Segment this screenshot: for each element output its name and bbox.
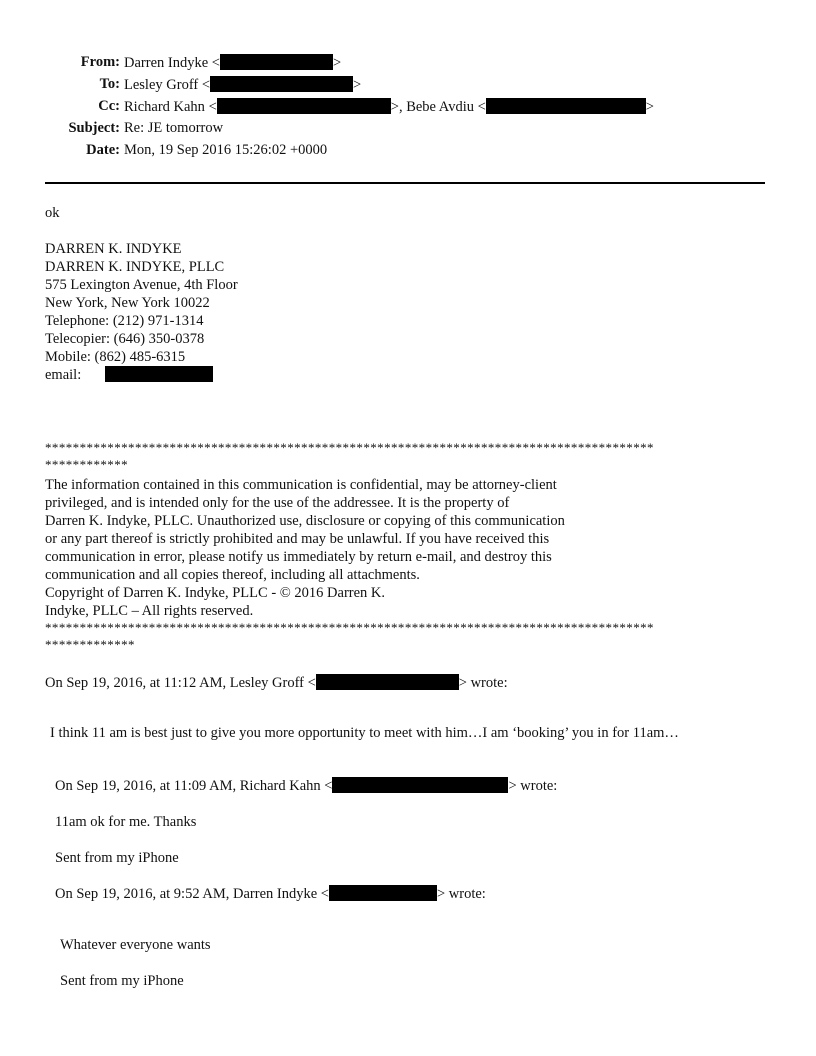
redacted-email	[210, 76, 353, 92]
quote-body-2: 11am ok for me. Thanks	[55, 814, 197, 830]
signature-line: 575 Lexington Avenue, 4th Floor	[45, 277, 238, 293]
cc-label: Cc:	[98, 98, 120, 114]
redacted-email	[105, 366, 213, 382]
quote-body-1: I think 11 am is best just to give you more opportunity to meet with him…I am ‘booking’ you in for 11am…	[50, 725, 679, 741]
redacted-email	[316, 674, 459, 690]
quote-header-1	[45, 674, 508, 692]
disclaimer-line: or any part thereof is strictly prohibited and may be unlawful. If you have received this	[45, 531, 550, 547]
subject-label: Subject:	[68, 120, 120, 136]
email-label: email:	[45, 367, 82, 383]
disclaimer-text	[45, 476, 565, 620]
quote-header-text: On Sep 19, 2016, at 9:52 AM, Darren Indyke <	[55, 886, 329, 902]
quote-sig-3: Sent from my iPhone	[60, 973, 184, 989]
signature-block	[45, 240, 238, 384]
redacted-email	[217, 98, 391, 114]
disclaimer-line: Copyright of Darren K. Indyke, PLLC - © 2016 Darren K.	[45, 585, 386, 601]
quote-header-suffix: > wrote:	[508, 778, 558, 794]
quote-header-suffix: > wrote:	[458, 675, 508, 691]
signature-line: Telephone: (212) 971-1314	[45, 313, 204, 329]
disclaimer-line: The information contained in this communication is confidential, may be attorney-client	[45, 477, 557, 493]
quote-sig-2: Sent from my iPhone	[55, 850, 179, 866]
quote-header-suffix: > wrote:	[436, 886, 486, 902]
reply-text: ok	[45, 205, 60, 221]
disclaimer-line: privileged, and is intended only for the use of the addressee. It is the property of	[45, 495, 510, 511]
disclaimer-stars-bottom: ****************************************************************************************	[45, 620, 654, 635]
disclaimer-line: Darren K. Indyke, PLLC. Unauthorized use, disclosure or copying of this communication	[45, 513, 565, 529]
from-label: From:	[80, 54, 120, 70]
disclaimer-stars-top: ****************************************************************************************	[45, 440, 654, 455]
disclaimer-line: communication and all copies thereof, including all attachments.	[45, 567, 420, 583]
quote-body-3: Whatever everyone wants	[60, 937, 211, 953]
redacted-email	[332, 777, 508, 793]
cc-value: Richard Kahn < >, Bebe Avdiu < >	[124, 99, 654, 115]
quote-header-text: On Sep 19, 2016, at 11:09 AM, Richard Kahn <	[55, 778, 333, 794]
subject-value: Re: JE tomorrow	[124, 120, 224, 136]
redacted-email	[486, 98, 646, 114]
quote-header-3	[55, 885, 486, 903]
signature-line: Telecopier: (646) 350-0378	[45, 331, 205, 347]
quote-header-text: On Sep 19, 2016, at 11:12 AM, Lesley Groff <	[45, 675, 316, 691]
quote-header-2	[55, 777, 557, 795]
to-label: To:	[99, 76, 120, 92]
disclaimer-stars-bottom-cont: *************	[45, 637, 135, 652]
disclaimer-stars-top-cont: ************	[45, 457, 129, 472]
cc-name-1: Richard Kahn	[124, 99, 205, 115]
signature-line: New York, New York 10022	[45, 295, 210, 311]
date-value: Mon, 19 Sep 2016 15:26:02 +0000	[124, 142, 328, 158]
to-value: Lesley Groff < >	[124, 77, 362, 93]
to-name: Lesley Groff	[124, 77, 199, 93]
signature-email-line	[45, 366, 238, 384]
signature-line: Mobile: (862) 485-6315	[45, 349, 186, 365]
from-value: Darren Indyke < >	[124, 55, 342, 71]
redacted-email	[220, 54, 333, 70]
signature-line: DARREN K. INDYKE, PLLC	[45, 259, 225, 275]
disclaimer-line: communication in error, please notify us immediately by return e-mail, and destroy this	[45, 549, 552, 565]
header-divider	[45, 182, 765, 184]
signature-line: DARREN K. INDYKE	[45, 241, 182, 257]
disclaimer-line: Indyke, PLLC – All rights reserved.	[45, 603, 254, 619]
date-label: Date:	[86, 142, 120, 158]
from-name: Darren Indyke	[124, 55, 209, 71]
redacted-email	[329, 885, 437, 901]
cc-name-2: , Bebe Avdiu	[398, 99, 474, 115]
